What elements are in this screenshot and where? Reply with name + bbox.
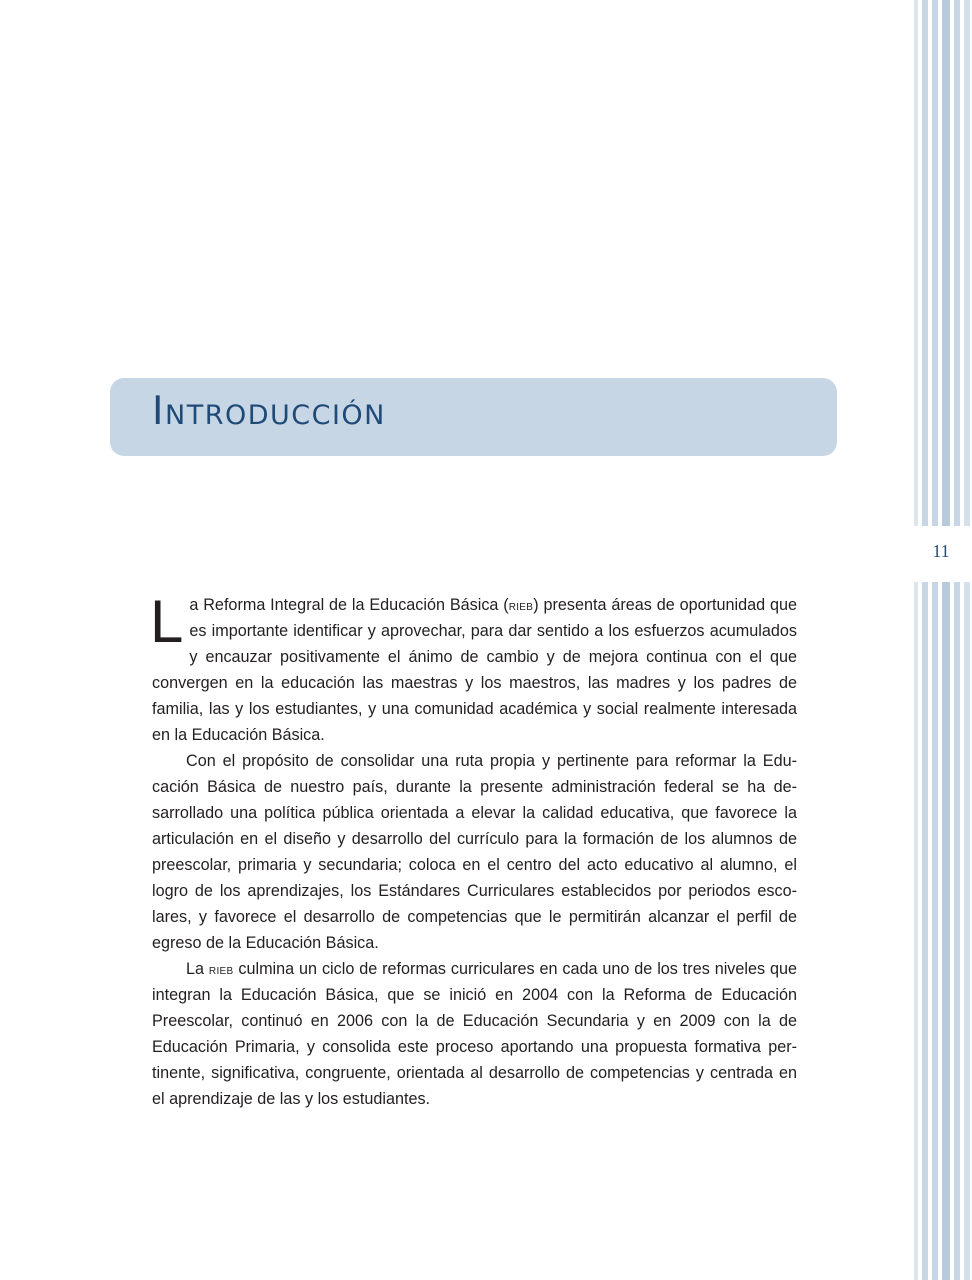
paragraph-text: a Reforma Integral de la Educación Básica (: [189, 596, 509, 614]
paragraph-text: ) presenta áreas de oportunidad que es importante identificar y aprovechar, para dar sentido a los esfuerzos acumulados y encauzar positivamente el ánimo de cambio y de mejora continua con el que convergen en la educación las maestras y los maestros, las madres y los padres de familia, las y los estudiantes, y una comunidad académica y social realmente interesada en la Educación Básica.: [152, 596, 797, 744]
paragraph: Con el propósito de consolidar una ruta propia y pertinente para reformar la Educación Básica de nuestro país, durante la presente administración federal se ha desarrollado una política pública orientada a elevar la calidad educativa, que favorece la articulación en el diseño y desarrollo del currículo para la formación de los alumnos de preescolar, primaria y secundaria; coloca en el centro del acto educativo al alumno, el logro de los aprendizajes, los Estándares Curriculares establecidos por periodos escolares, y favorece el desarrollo de competencias que le permitirán alcanzar el perfil de egreso de la Educación Básica.: [152, 752, 797, 952]
paragraph-text: La: [186, 960, 209, 978]
paragraph-text: culmina un ciclo de reformas curriculares en cada uno de los tres niveles que integran la Educación Básica, que se inició en 2004 con la Reforma de Educación Preescolar, continuó en 2006 con la de Educación Secundaria y en 2009 con la de Educación Primaria, y consolida este proceso aportando una propuesta formativa pertinente, significativa, congruente, orientada al desarrollo de competencias y centrada en el aprendizaje de las y los estudiantes.: [152, 960, 797, 1108]
drop-cap: L: [150, 588, 184, 655]
stripe: [922, 0, 928, 1280]
stripe: [954, 0, 960, 1280]
stripe: [964, 0, 970, 1280]
section-title: Introducción: [152, 389, 386, 434]
acronym: rieb: [508, 597, 534, 613]
stripe: [932, 0, 938, 1280]
page-number: 11: [932, 541, 950, 561]
paragraph: [152, 956, 797, 1112]
stripe: [942, 0, 950, 1280]
stripe: [914, 0, 918, 1280]
body-text: [150, 588, 797, 1112]
acronym: rieb: [208, 961, 234, 977]
section-title-bar: [110, 378, 837, 456]
paragraph: [150, 588, 797, 748]
edge-stripes: [914, 0, 972, 1280]
